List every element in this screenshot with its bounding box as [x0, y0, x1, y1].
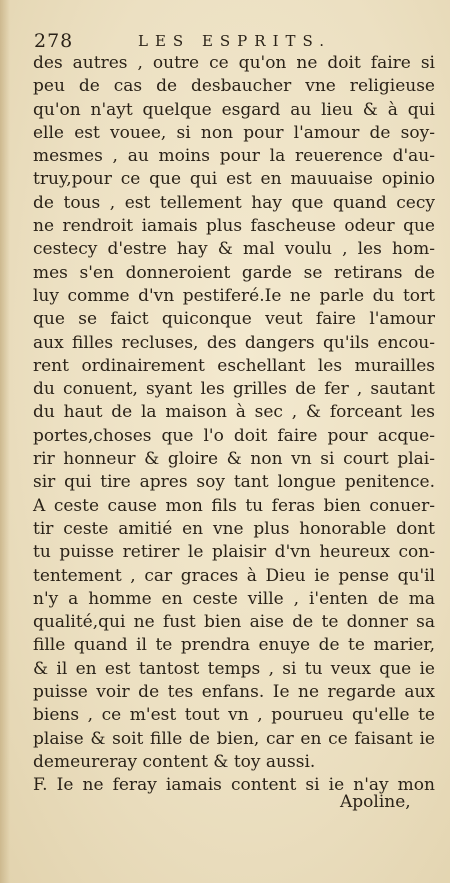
text-line: du conuent, syant les grilles de fer , sautant [33, 379, 435, 400]
page-header [30, 26, 420, 50]
text-line: sir qui tire apres soy tant longue penitence. [33, 472, 435, 493]
text-line: que se faict quiconque veut faire l'amour [33, 309, 435, 330]
text-line: tir ceste amitié en vne plus honorable dont [33, 518, 435, 539]
text-line: & il en est tantost temps , si tu veux que ie [33, 658, 435, 679]
text-line: peu de cas de desbaucher vne religieuse [33, 76, 435, 97]
text-line: cestecy d'estre hay & mal voulu , les hom- [33, 239, 435, 260]
page-edge-shadow [0, 0, 10, 883]
text-line: rir honneur & gloire & non vn si court plai- [33, 449, 435, 470]
text-line: de tous , est tellement hay que quand cecy [33, 192, 435, 213]
text-line: des autres , outre ce qu'on ne doit faire si [33, 53, 435, 73]
text-line: elle est vouee, si non pour l'amour de soy- [33, 122, 435, 143]
text-line: du haut de la maison à sec , & forceant les [33, 402, 435, 423]
text-line: biens , ce m'est tout vn , pourueu qu'elle te [33, 705, 435, 726]
text-line: luy comme d'vn pestiferé.Ie ne parle du tort [33, 285, 435, 306]
text-line: ne rendroit iamais plus fascheuse odeur que [33, 216, 435, 237]
text-line: tentement , car graces à Dieu ie pense qu'il [33, 565, 435, 586]
text-line: qu'on n'ayt quelque esgard au lieu & à qui [33, 99, 435, 120]
catchword: Apoline, [340, 792, 411, 812]
text-line: puisse voir de tes enfans. Ie ne regarde aux [33, 682, 435, 703]
text-line: fille quand il te prendra enuye de te marier, [33, 635, 435, 656]
text-line: rent ordinairement eschellant les murailles [33, 355, 435, 376]
body-text [33, 52, 435, 798]
text-line: n'y a homme en ceste ville , i'enten de ma [33, 588, 435, 609]
text-line: aux filles recluses, des dangers qu'ils encou- [33, 332, 435, 353]
text-line: demeureray content & toy aussi. [33, 751, 316, 772]
text-line: truy,pour ce que qui est en mauuaise opinio [33, 169, 435, 190]
text-line: A ceste cause mon fils tu feras bien conuer- [33, 495, 435, 516]
page-number: 278 [34, 30, 74, 52]
text-line: mes s'en donneroient garde se retirans de [33, 262, 435, 283]
text-line: portes,choses que l'o doit faire pour acque- [33, 425, 435, 446]
running-head: LES ESPRITS. [138, 32, 332, 50]
text-line: mesmes , au moins pour la reuerence d'au- [33, 146, 435, 167]
text-line: F. Ie ne feray iamais content si ie n'ay mon [33, 775, 435, 796]
text-line: qualité,qui ne fust bien aise de te donner sa [33, 612, 435, 633]
text-line: tu puisse retirer le plaisir d'vn heureux con- [33, 542, 435, 563]
text-line: plaise & soit fille de bien, car en ce faisant ie [33, 728, 435, 749]
